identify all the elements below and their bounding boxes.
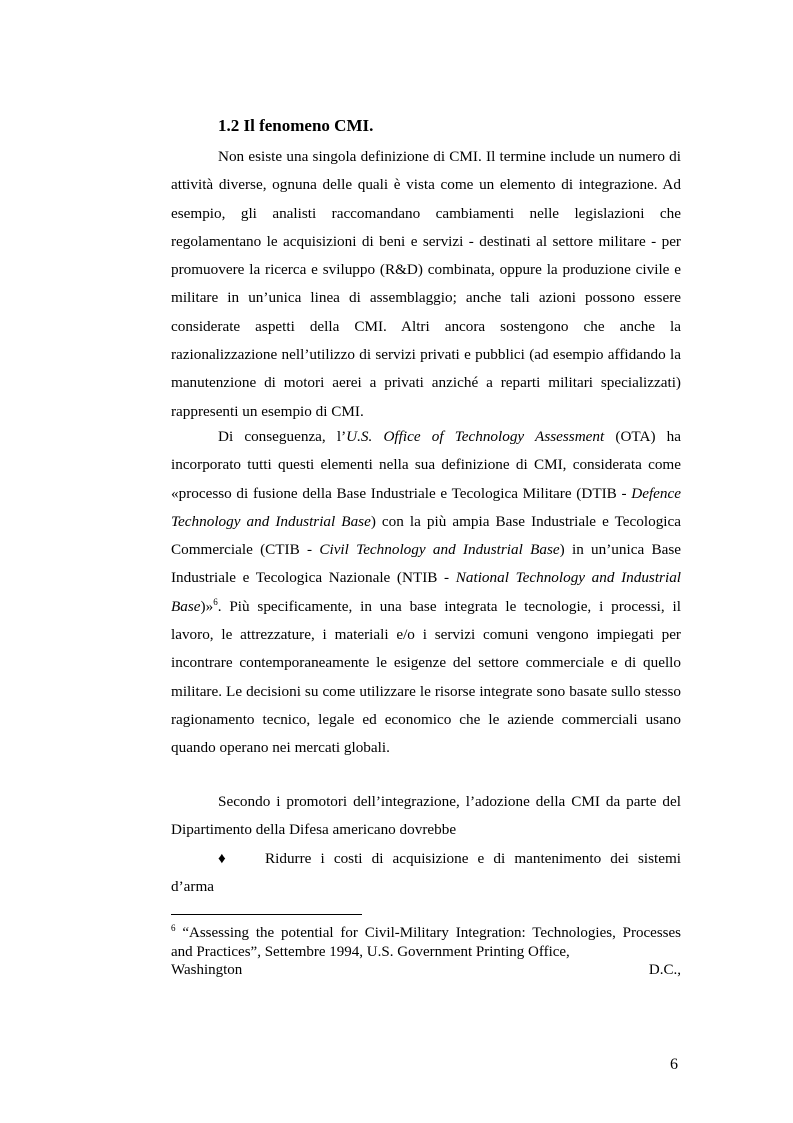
paragraph-2-text-1: Di conseguenza, l’ <box>218 428 347 445</box>
paragraph-2 <box>171 423 681 763</box>
footnote-separator <box>171 914 362 915</box>
diamond-bullet-icon: ♦ <box>218 850 226 867</box>
paragraph-2-text-4: ) in un’unica Base Industriale e Tecologica Nazionale (NTIB - <box>171 541 681 587</box>
section-heading: 1.2 Il fenomeno CMI. <box>218 116 374 135</box>
footnote-body <box>171 924 681 961</box>
paragraph-2-text-6: . Più specificamente, in una base integrata le tecnologie, i processi, il lavoro, le attrezzature, i materiali e/o i servizi comuni vengono impiegati per incontrare contemporaneamente le esigenze del settore commerciale e di quello militare. Le decisioni su come utilizzare le risorse integrate sono basate sullo stesso ragionamento tecnico, legale ed economico che le aziende commerciali usano quando operano nei mercati globali. <box>171 597 681 757</box>
paragraph-1: Non esiste una singola definizione di CMI. Il termine include un numero di attività diverse, ognuna delle quali è vista come un elemento di integrazione. Ad esempio, gli analisti raccomandano cambiamenti nelle legislazioni che regolamentano le acquisizioni di beni e servizi - destinati al settore militare - per promuovere la ricerca e sviluppo (R&D) combinata, oppure la produzione civile e militare in un’unica linea di assemblaggio; anche tali azioni possono essere considerate aspetti della CMI. Altri ancora sostengono che anche la razionalizzazione nell’utilizzo di servizi privati e pubblici (ad esempio affidando la manutenzione di motori aerei a privati anziché a reparti militari specializzati) rappresenti un esempio di CMI. <box>171 148 681 420</box>
bullet-list-item <box>171 845 681 902</box>
ntib-name: National Technology and Industrial Base <box>171 569 682 615</box>
footnote-reference[interactable]: 6 <box>213 596 218 607</box>
page-number: 6 <box>670 1056 678 1073</box>
paragraph-2-text-2: (OTA) ha incorporato tutti questi elementi nella sua definizione di CMI, considerata come «processo di fusione della Base Industriale e Tecologica Militare (DTIB - <box>171 428 681 502</box>
dtib-name: Defence Technology and Industrial Base <box>171 484 681 530</box>
paragraph-3: Secondo i promotori dell’integrazione, l’adozione della CMI da parte del Dipartimento della Difesa americano dovrebbe <box>171 793 681 839</box>
paragraph-2-text-5: )» <box>200 597 214 615</box>
footnote-last-left: Washington <box>171 962 243 978</box>
ctib-name: Civil Technology and Industrial Base <box>319 541 560 559</box>
footnote-number: 6 <box>171 923 176 933</box>
footnote <box>171 924 681 980</box>
paragraph-2-text-3: ) con la più ampia Base Industriale e Tecologica Commerciale (CTIB - <box>171 512 681 559</box>
bullet-text: Ridurre i costi di acquisizione e di mantenimento dei sistemi <box>265 850 681 867</box>
bullet-text-continuation: d’arma <box>171 878 215 896</box>
ota-name: U.S. Office of Technology Assessment <box>346 428 605 445</box>
footnote-text: “Assessing the potential for Civil-Military Integration: Technologies, Processes and Practices”, Settembre 1994, U.S. Government Printing Office, <box>171 925 681 960</box>
footnote-last-right: D.C., <box>648 962 681 978</box>
footnote-last-line <box>171 961 681 980</box>
